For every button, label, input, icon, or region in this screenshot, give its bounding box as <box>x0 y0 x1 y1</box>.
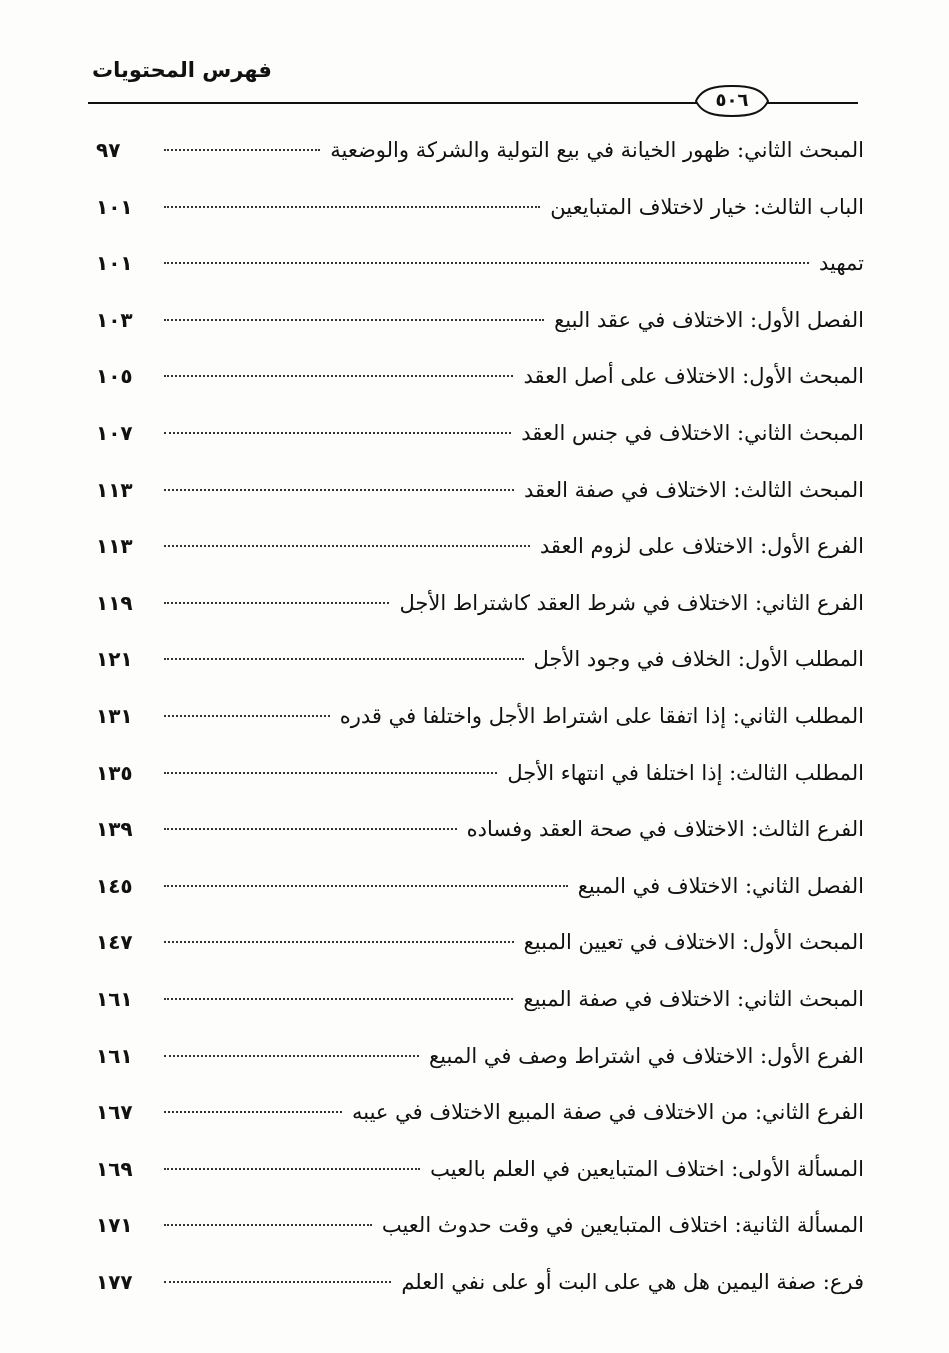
toc-entry <box>96 987 864 1044</box>
page-number: ٥٠٦ <box>715 90 749 111</box>
toc-entry <box>96 534 864 591</box>
toc-entry-title: تمهيد <box>818 251 864 276</box>
toc-entry-title: المطلب الثاني: إذا اتفقا على اشتراط الأجل واختلفا في قدره <box>339 703 864 728</box>
dot-leader <box>164 941 514 943</box>
toc-entry-title: المبحث الثاني: ظهور الخيانة في بيع التولية والشركة والوضعية <box>330 138 864 162</box>
toc-entry <box>96 591 864 648</box>
toc-entry <box>96 874 864 931</box>
toc-entry <box>96 1100 864 1157</box>
toc-entry-page: ١٠٥ <box>96 364 133 389</box>
dot-leader <box>164 1111 342 1113</box>
toc-entry <box>96 1044 864 1101</box>
toc-entry-title: المبحث الثاني: الاختلاف في صفة المبيع <box>523 986 864 1011</box>
dot-leader <box>164 545 530 547</box>
toc-entry-page: ١٠١ <box>96 251 133 276</box>
table-of-contents <box>96 138 864 1326</box>
toc-entry-page: ١٦٩ <box>96 1156 133 1181</box>
toc-entry-page: ١١٣ <box>96 534 133 559</box>
toc-entry-page: ١٣٩ <box>96 817 133 842</box>
toc-entry-page: ١٣١ <box>96 703 133 728</box>
toc-entry <box>96 1270 864 1327</box>
toc-entry <box>96 647 864 704</box>
toc-entry-page: ١٧١ <box>96 1213 133 1238</box>
toc-entry-page: ١١٩ <box>96 590 133 615</box>
toc-entry-title: الفرع الأول: الاختلاف في اشتراط وصف في المبيع <box>428 1043 864 1068</box>
toc-entry-page: ١٠١ <box>96 194 133 219</box>
dot-leader <box>164 1055 419 1057</box>
dot-leader <box>164 319 544 321</box>
toc-entry <box>96 761 864 818</box>
dot-leader <box>164 1281 391 1283</box>
toc-entry-title: المبحث الأول: الاختلاف على أصل العقد <box>523 364 864 389</box>
toc-entry-page: ١٦١ <box>96 1043 133 1068</box>
toc-entry <box>96 704 864 761</box>
toc-entry-title: المسألة الثانية: اختلاف المتبايعين في وقت حدوث العيب <box>381 1213 864 1238</box>
toc-entry-page: ١٠٣ <box>96 307 133 332</box>
toc-entry-title: الفرع الثاني: الاختلاف في شرط العقد كاشتراط الأجل <box>399 590 864 615</box>
toc-entry <box>96 1157 864 1214</box>
dot-leader <box>164 375 513 377</box>
dot-leader <box>164 1224 372 1226</box>
toc-entry-page: ١٢١ <box>96 647 133 672</box>
toc-entry-title: الفرع الأول: الاختلاف على لزوم العقد <box>539 534 864 559</box>
dot-leader <box>164 885 568 887</box>
dot-leader <box>164 206 540 208</box>
dot-leader <box>164 489 514 491</box>
dot-leader <box>164 262 809 264</box>
toc-entry <box>96 930 864 987</box>
toc-entry <box>96 478 864 535</box>
toc-entry-page: ١٦٧ <box>96 1100 133 1125</box>
toc-entry <box>96 138 864 195</box>
page-number-badge <box>692 84 772 118</box>
toc-entry-title: الفرع الثاني: من الاختلاف في صفة المبيع الاختلاف في عيبه <box>351 1100 864 1125</box>
toc-entry <box>96 421 864 478</box>
toc-entry-title: المسألة الأولى: اختلاف المتبايعين في العلم بالعيب <box>430 1156 864 1181</box>
toc-entry <box>96 817 864 874</box>
dot-leader <box>164 1168 420 1170</box>
toc-entry <box>96 251 864 308</box>
toc-entry-title: المبحث الثالث: الاختلاف في صفة العقد <box>523 477 864 502</box>
running-title: فهرس المحتويات <box>92 58 272 82</box>
dot-leader <box>164 998 513 1000</box>
dot-leader <box>164 602 389 604</box>
toc-entry-page: ١٤٧ <box>96 930 133 955</box>
toc-entry-title: الفصل الأول: الاختلاف في عقد البيع <box>554 307 864 332</box>
toc-entry <box>96 308 864 365</box>
toc-entry-title: الفرع الثالث: الاختلاف في صحة العقد وفساده <box>466 817 864 842</box>
toc-entry-page: ١١٣ <box>96 477 133 502</box>
toc-entry-title: فرع: صفة اليمين هل هي على البت أو على نفي العلم <box>401 1269 864 1294</box>
dot-leader <box>164 149 320 151</box>
dot-leader <box>164 772 497 774</box>
toc-entry-title: الفصل الثاني: الاختلاف في المبيع <box>577 873 864 898</box>
toc-entry-title: المطلب الأول: الخلاف في وجود الأجل <box>533 647 864 672</box>
toc-entry-title: المطلب الثالث: إذا اختلفا في انتهاء الأجل <box>507 760 864 785</box>
dot-leader <box>164 432 511 434</box>
toc-entry <box>96 1213 864 1270</box>
toc-entry <box>96 195 864 252</box>
toc-entry-page: ١٤٥ <box>96 873 133 898</box>
toc-entry-page: ١٧٧ <box>96 1269 133 1294</box>
toc-entry <box>96 364 864 421</box>
dot-leader <box>164 715 330 717</box>
dot-leader <box>164 658 524 660</box>
toc-entry-title: المبحث الثاني: الاختلاف في جنس العقد <box>521 420 864 445</box>
toc-entry-title: المبحث الأول: الاختلاف في تعيين المبيع <box>523 930 864 955</box>
toc-entry-page: ٩٧ <box>96 138 121 162</box>
toc-entry-page: ١٠٧ <box>96 420 133 445</box>
toc-entry-page: ١٦١ <box>96 986 133 1011</box>
dot-leader <box>164 828 457 830</box>
toc-entry-title: الباب الثالث: خيار لاختلاف المتبايعين <box>550 194 864 219</box>
toc-entry-page: ١٣٥ <box>96 760 133 785</box>
